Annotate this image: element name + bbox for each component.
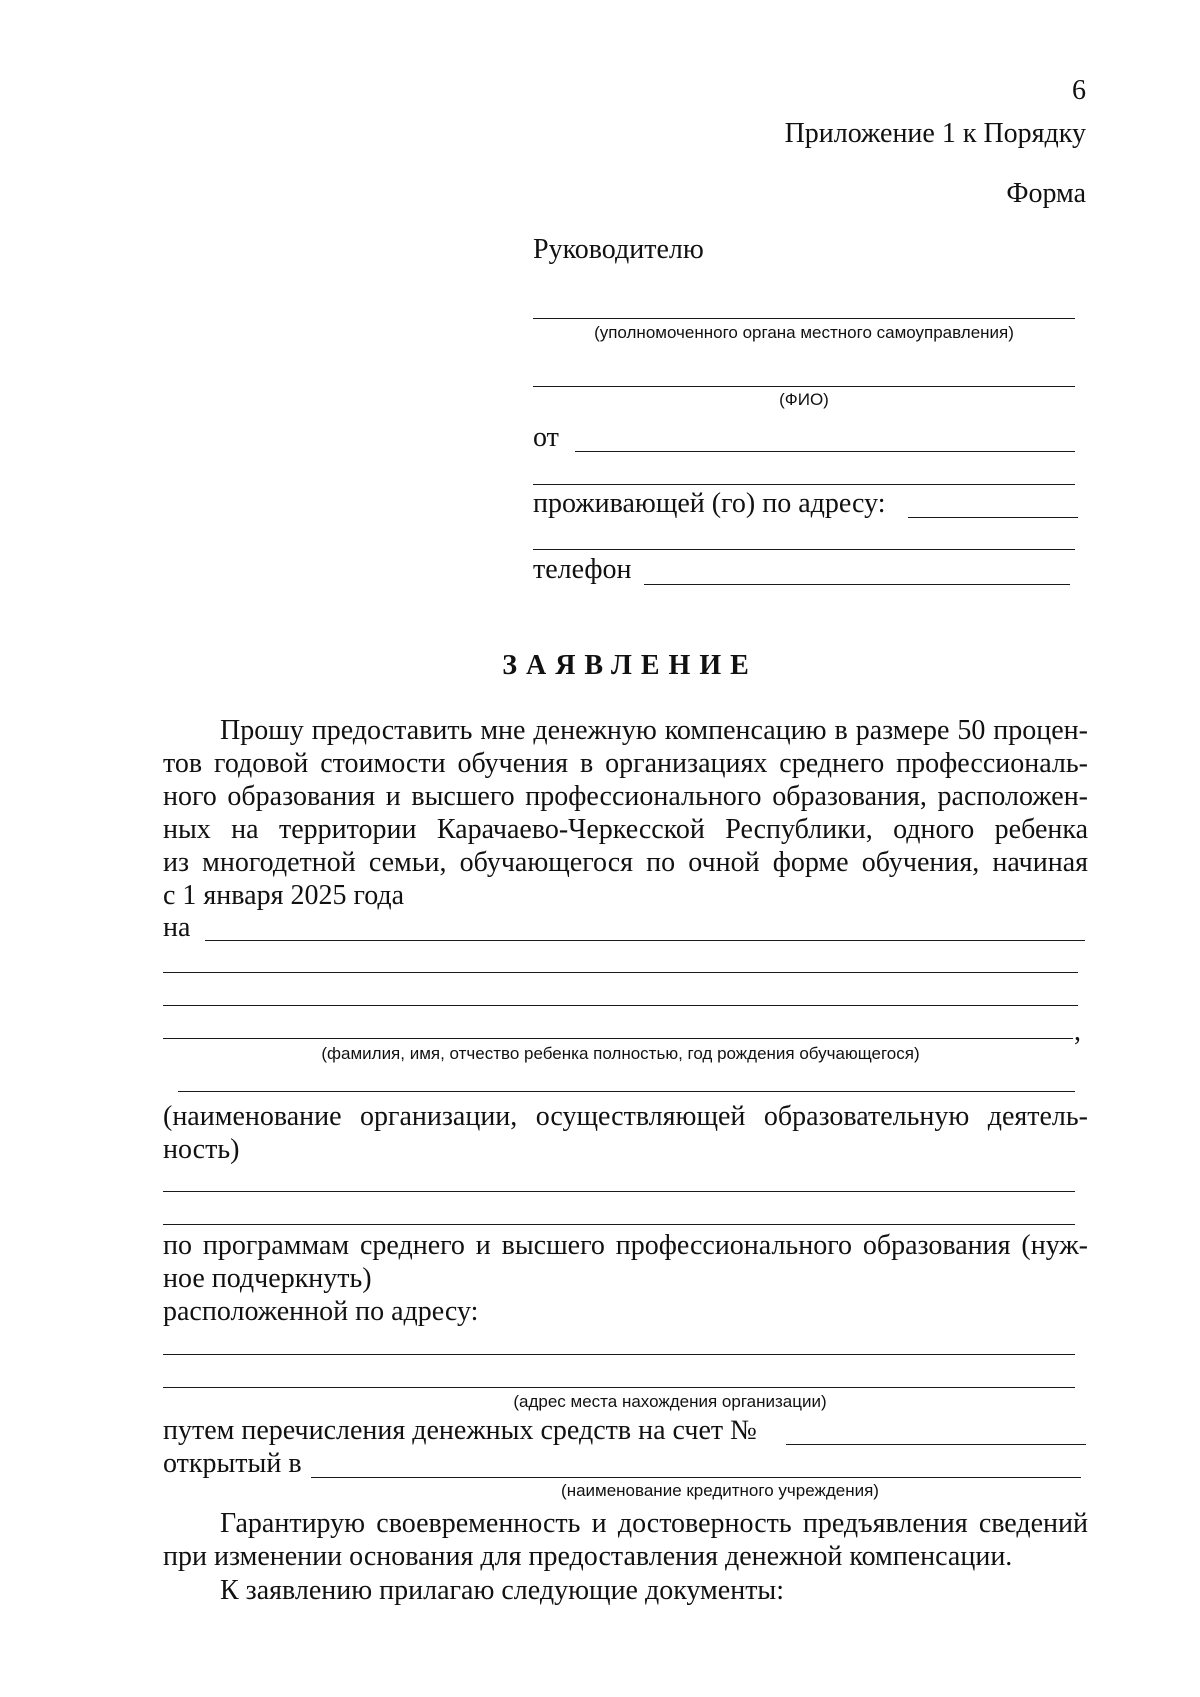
guarantee-line-1: Гарантирую своевременность и достоверность предъявления сведений xyxy=(220,1508,1088,1539)
org-address-line-2[interactable] xyxy=(163,1387,1075,1388)
child-field-line-2[interactable] xyxy=(163,972,1078,973)
na-label: на xyxy=(163,912,191,943)
org-name-field-line[interactable] xyxy=(178,1091,1075,1092)
body-line-5: из многодетной семьи, обучающегося по очной форме обучения, начиная xyxy=(163,847,1088,878)
bank-caption: (наименование кредитного учреждения) xyxy=(561,1481,879,1500)
guarantee-line-2: при изменении основания для предоставления денежной компенсации. xyxy=(163,1541,1013,1572)
address-label: проживающей (го) по адресу: xyxy=(533,488,886,519)
org-field-line[interactable] xyxy=(533,318,1075,319)
account-number-line[interactable] xyxy=(786,1444,1086,1445)
body-line-3: ного образования и высшего профессионального образования, расположен- xyxy=(163,781,1088,812)
transfer-label: путем перечисления денежных средств на счет № xyxy=(163,1415,757,1446)
child-field-line-3[interactable] xyxy=(163,1005,1078,1006)
child-field-line-1[interactable] xyxy=(205,940,1085,941)
org-caption: (уполномоченного органа местного самоуправления) xyxy=(594,323,1014,342)
attachments-label: К заявлению прилагаю следующие документы: xyxy=(220,1575,785,1606)
opened-label: открытый в xyxy=(163,1448,302,1479)
org-extra-line-1[interactable] xyxy=(163,1191,1075,1192)
from-field-line[interactable] xyxy=(575,451,1075,452)
org-address-caption: (адрес места нахождения организации) xyxy=(513,1392,827,1411)
fio-caption: (ФИО) xyxy=(779,390,829,409)
located-label: расположенной по адресу: xyxy=(163,1296,479,1327)
phone-field-line[interactable] xyxy=(644,584,1070,585)
phone-label: телефон xyxy=(533,554,632,585)
bank-name-line[interactable] xyxy=(311,1477,1081,1478)
document-title: ЗАЯВЛЕНИЕ xyxy=(502,650,758,681)
body-line-2: тов годовой стоимости обучения в организациях среднего профессиональ- xyxy=(163,748,1088,779)
programs-line-1: по программам среднего и высшего профессионального образования (нуж- xyxy=(163,1230,1088,1261)
programs-line-2: ное подчеркнуть) xyxy=(163,1263,372,1294)
comma: , xyxy=(1074,1016,1081,1047)
child-field-line-4[interactable] xyxy=(163,1038,1073,1039)
body-line-6: с 1 января 2025 года xyxy=(163,880,405,911)
address-field-line-2[interactable] xyxy=(533,549,1075,550)
org-address-line-1[interactable] xyxy=(163,1354,1075,1355)
form-label: Форма xyxy=(1006,178,1086,209)
appendix-label: Приложение 1 к Порядку xyxy=(784,118,1086,149)
fio-field-line[interactable] xyxy=(533,386,1075,387)
body-line-1: Прошу предоставить мне денежную компенсацию в размере 50 процен- xyxy=(220,715,1088,746)
from-label: от xyxy=(533,422,559,453)
child-caption: (фамилия, имя, отчество ребенка полностью, год рождения обучающегося) xyxy=(321,1044,920,1063)
page-number: 6 xyxy=(1072,75,1086,106)
addressee-to: Руководителю xyxy=(533,234,704,265)
org-extra-line-2[interactable] xyxy=(163,1224,1075,1225)
address-field-line[interactable] xyxy=(908,517,1078,518)
body-line-4: ных на территории Карачаево-Черкесской Республики, одного ребенка xyxy=(163,814,1088,845)
org-text-line-1: (наименование организации, осуществляющей образовательную деятель- xyxy=(163,1101,1088,1132)
from-field-line-2[interactable] xyxy=(533,484,1075,485)
org-text-line-2: ность) xyxy=(163,1134,240,1165)
